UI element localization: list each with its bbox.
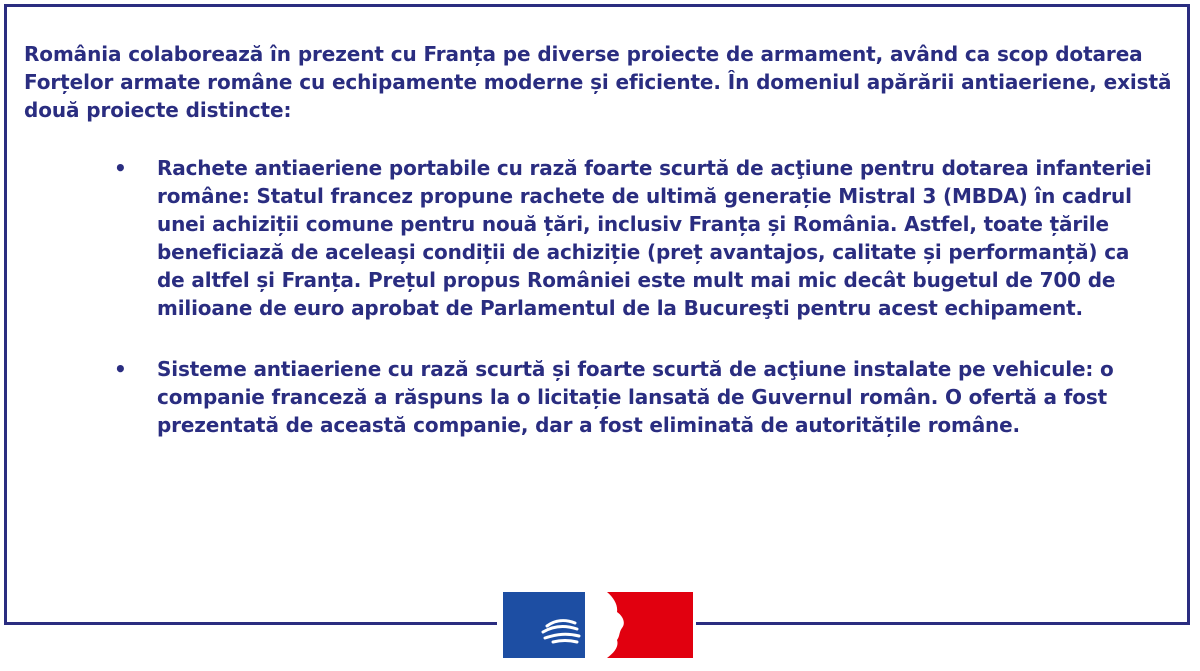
logo-blue-band bbox=[503, 592, 585, 658]
bullet-icon: • bbox=[114, 156, 127, 180]
list-item bbox=[24, 355, 1174, 439]
bullet-icon: • bbox=[114, 357, 127, 381]
list-item bbox=[24, 154, 1174, 322]
list-item-text: Sisteme antiaeriene cu rază scurtă și foarte scurtă de acţiune instalate pe vehicule: o companie franceză a răspuns la o licitație lansată de Guvernul român. O ofertă a fost prezentată de această companie, dar a fost eliminată de autoritățile române. bbox=[157, 357, 1114, 437]
list-item-text: Rachete antiaeriene portabile cu rază foarte scurtă de acţiune pentru dotarea infanteriei române: Statul francez propune rachete de ultimă generație Mistral 3 (MBDA) în cadrul unei achiziții comune pentru nouă țări, inclusiv Franța și România. Astfel, toate țările beneficiază de aceleași condiții de achiziție (preț avantajos, calitate și performanță) ca de altfel și Franța. Prețul propus României este mult mai mic decât bugetul de 700 de milioane de euro aprobat de Parlamentul de la Bucureşti pentru acest echipament. bbox=[157, 156, 1152, 320]
projects-list bbox=[24, 154, 1174, 439]
frame-bottom-left-rule bbox=[4, 622, 497, 625]
document-body bbox=[24, 40, 1174, 472]
intro-paragraph: România colaborează în prezent cu Franța pe diverse proiecte de armament, având ca scop dotarea Forțelor armate române cu echipamente moderne și eficiente. În domeniul apărării antiaeriene, există două proiecte distincte: bbox=[24, 42, 1172, 122]
frame-bottom-right-rule bbox=[696, 622, 1190, 625]
marianne-logo-icon bbox=[503, 592, 693, 658]
